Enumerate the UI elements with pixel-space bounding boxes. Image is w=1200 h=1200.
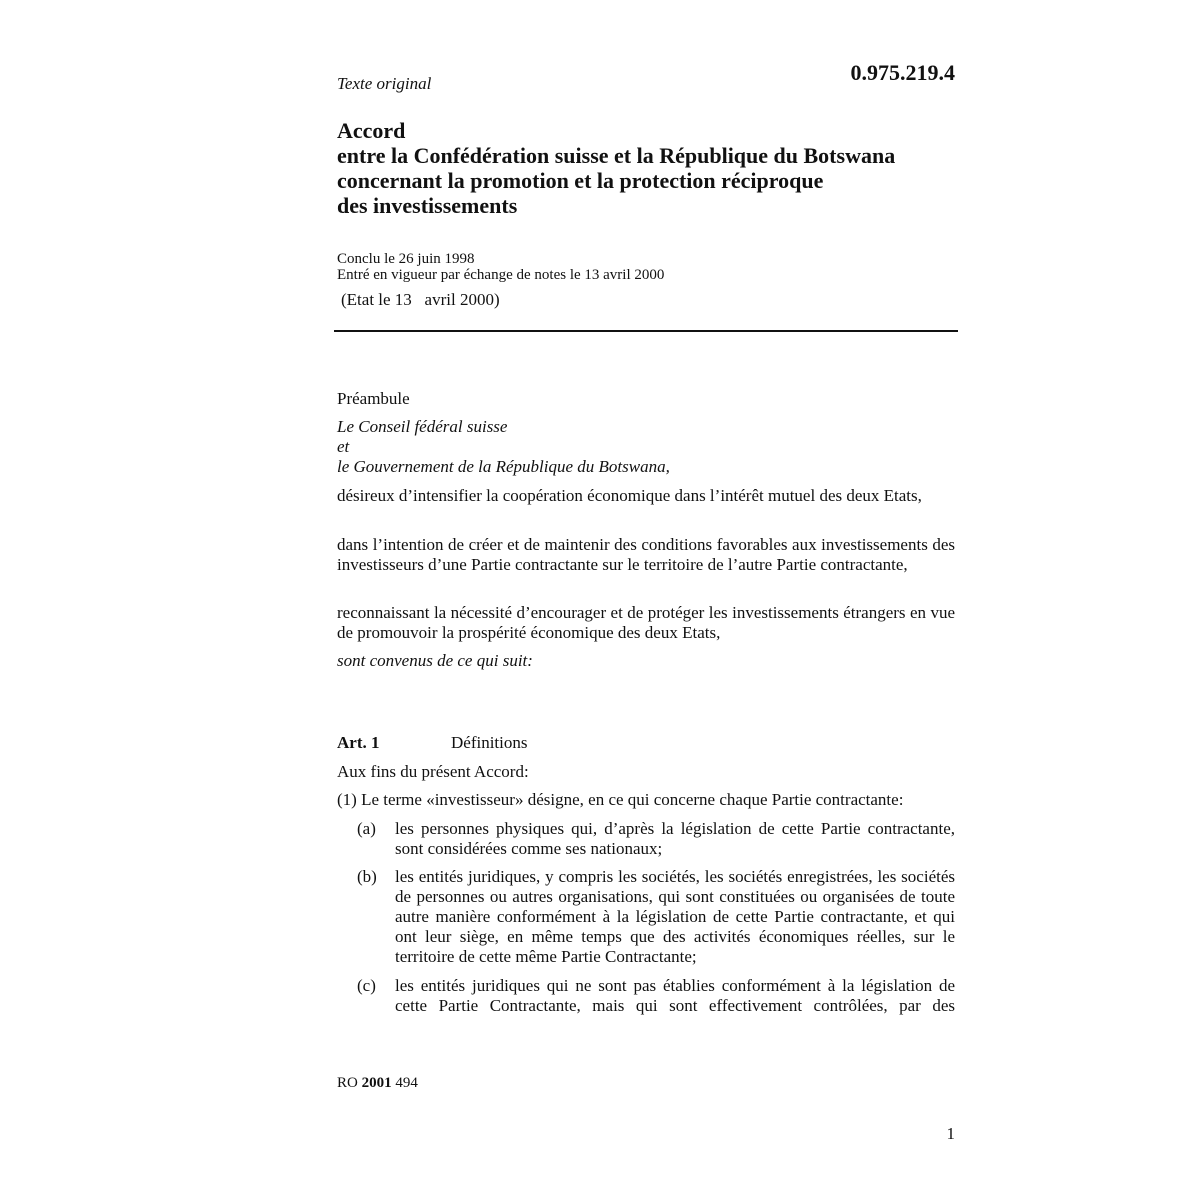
list-item-text: les entités juridiques, y compris les sociétés, les sociétés enregistrées, les sociétés de personnes ou autres organisations, qui sont constituées ou organisées de toute autre manière conformément à la législation de cette Partie contractante, et qui ont leur siège, en même temps que des activités économiques réelles, sur le territoire de cette même Partie Contractante; [395,867,955,966]
preamble-party-botswana: le Gouvernement de la République du Botswana, [337,457,670,476]
original-text-label: Texte original [337,74,432,93]
header-divider [334,330,958,332]
list-item-text: les personnes physiques qui, d’après la législation de cette Partie contractante, sont considérées comme ses nationaux; [395,819,955,858]
preamble-recital: désireux d’intensifier la coopération économique dans l’intérêt mutuel des deux Etats, [337,486,922,505]
list-item-text: les entités juridiques qui ne sont pas établies conformément à la législation de cette Partie Contractante, mais qui sont effectivement contrôlées, par des [395,976,955,1015]
article-paragraph: (1) Le terme «investisseur» désigne, en ce qui concerne chaque Partie contractante: [337,790,904,809]
preamble-conjunction: et [337,437,350,456]
list-item-label: (b) [357,867,377,886]
title-line: entre la Confédération suisse et la République du Botswana [337,143,896,168]
list-item [337,867,955,967]
preamble-agreement: sont convenus de ce qui suit: [337,651,533,670]
official-collection-reference [337,1075,418,1092]
list-item-label: (c) [357,976,376,995]
article-number: Art. 1 [337,733,380,752]
preamble-recital: dans l’intention de créer et de maintenir des conditions favorables aux investissements des investisseurs d’une Partie contractante sur le territoire de l’autre Partie contractante, [337,535,955,574]
page-number: 1 [946,1124,955,1143]
title-line: concernant la promotion et la protection réciproque [337,168,824,193]
list-item [337,819,955,859]
ro-prefix: RO [337,1075,358,1091]
article-heading [337,733,528,753]
title-line: Accord [337,118,406,143]
systematic-number: 0.975.219.4 [850,60,955,85]
preamble-party-switzerland: Le Conseil fédéral suisse [337,417,508,436]
list-item-label: (a) [357,819,376,838]
article-title: Définitions [451,733,528,752]
article-intro: Aux fins du présent Accord: [337,762,529,781]
preamble-recital: reconnaissant la nécessité d’encourager et de protéger les investissements étrangers en vue de promouvoir la prospérité économique des deux Etats, [337,603,955,642]
in-force-date: Entré en vigueur par échange de notes le 13 avril 2000 [337,267,665,283]
preamble-heading: Préambule [337,389,410,408]
title-line: des investissements [337,193,518,218]
document-title [337,118,977,218]
concluded-date: Conclu le 26 juin 1998 [337,251,475,267]
status-date: (Etat le 13 avril 2000) [341,290,500,309]
ro-page: 494 [395,1075,418,1091]
ro-year: 2001 [361,1075,392,1091]
list-item [337,976,955,1016]
